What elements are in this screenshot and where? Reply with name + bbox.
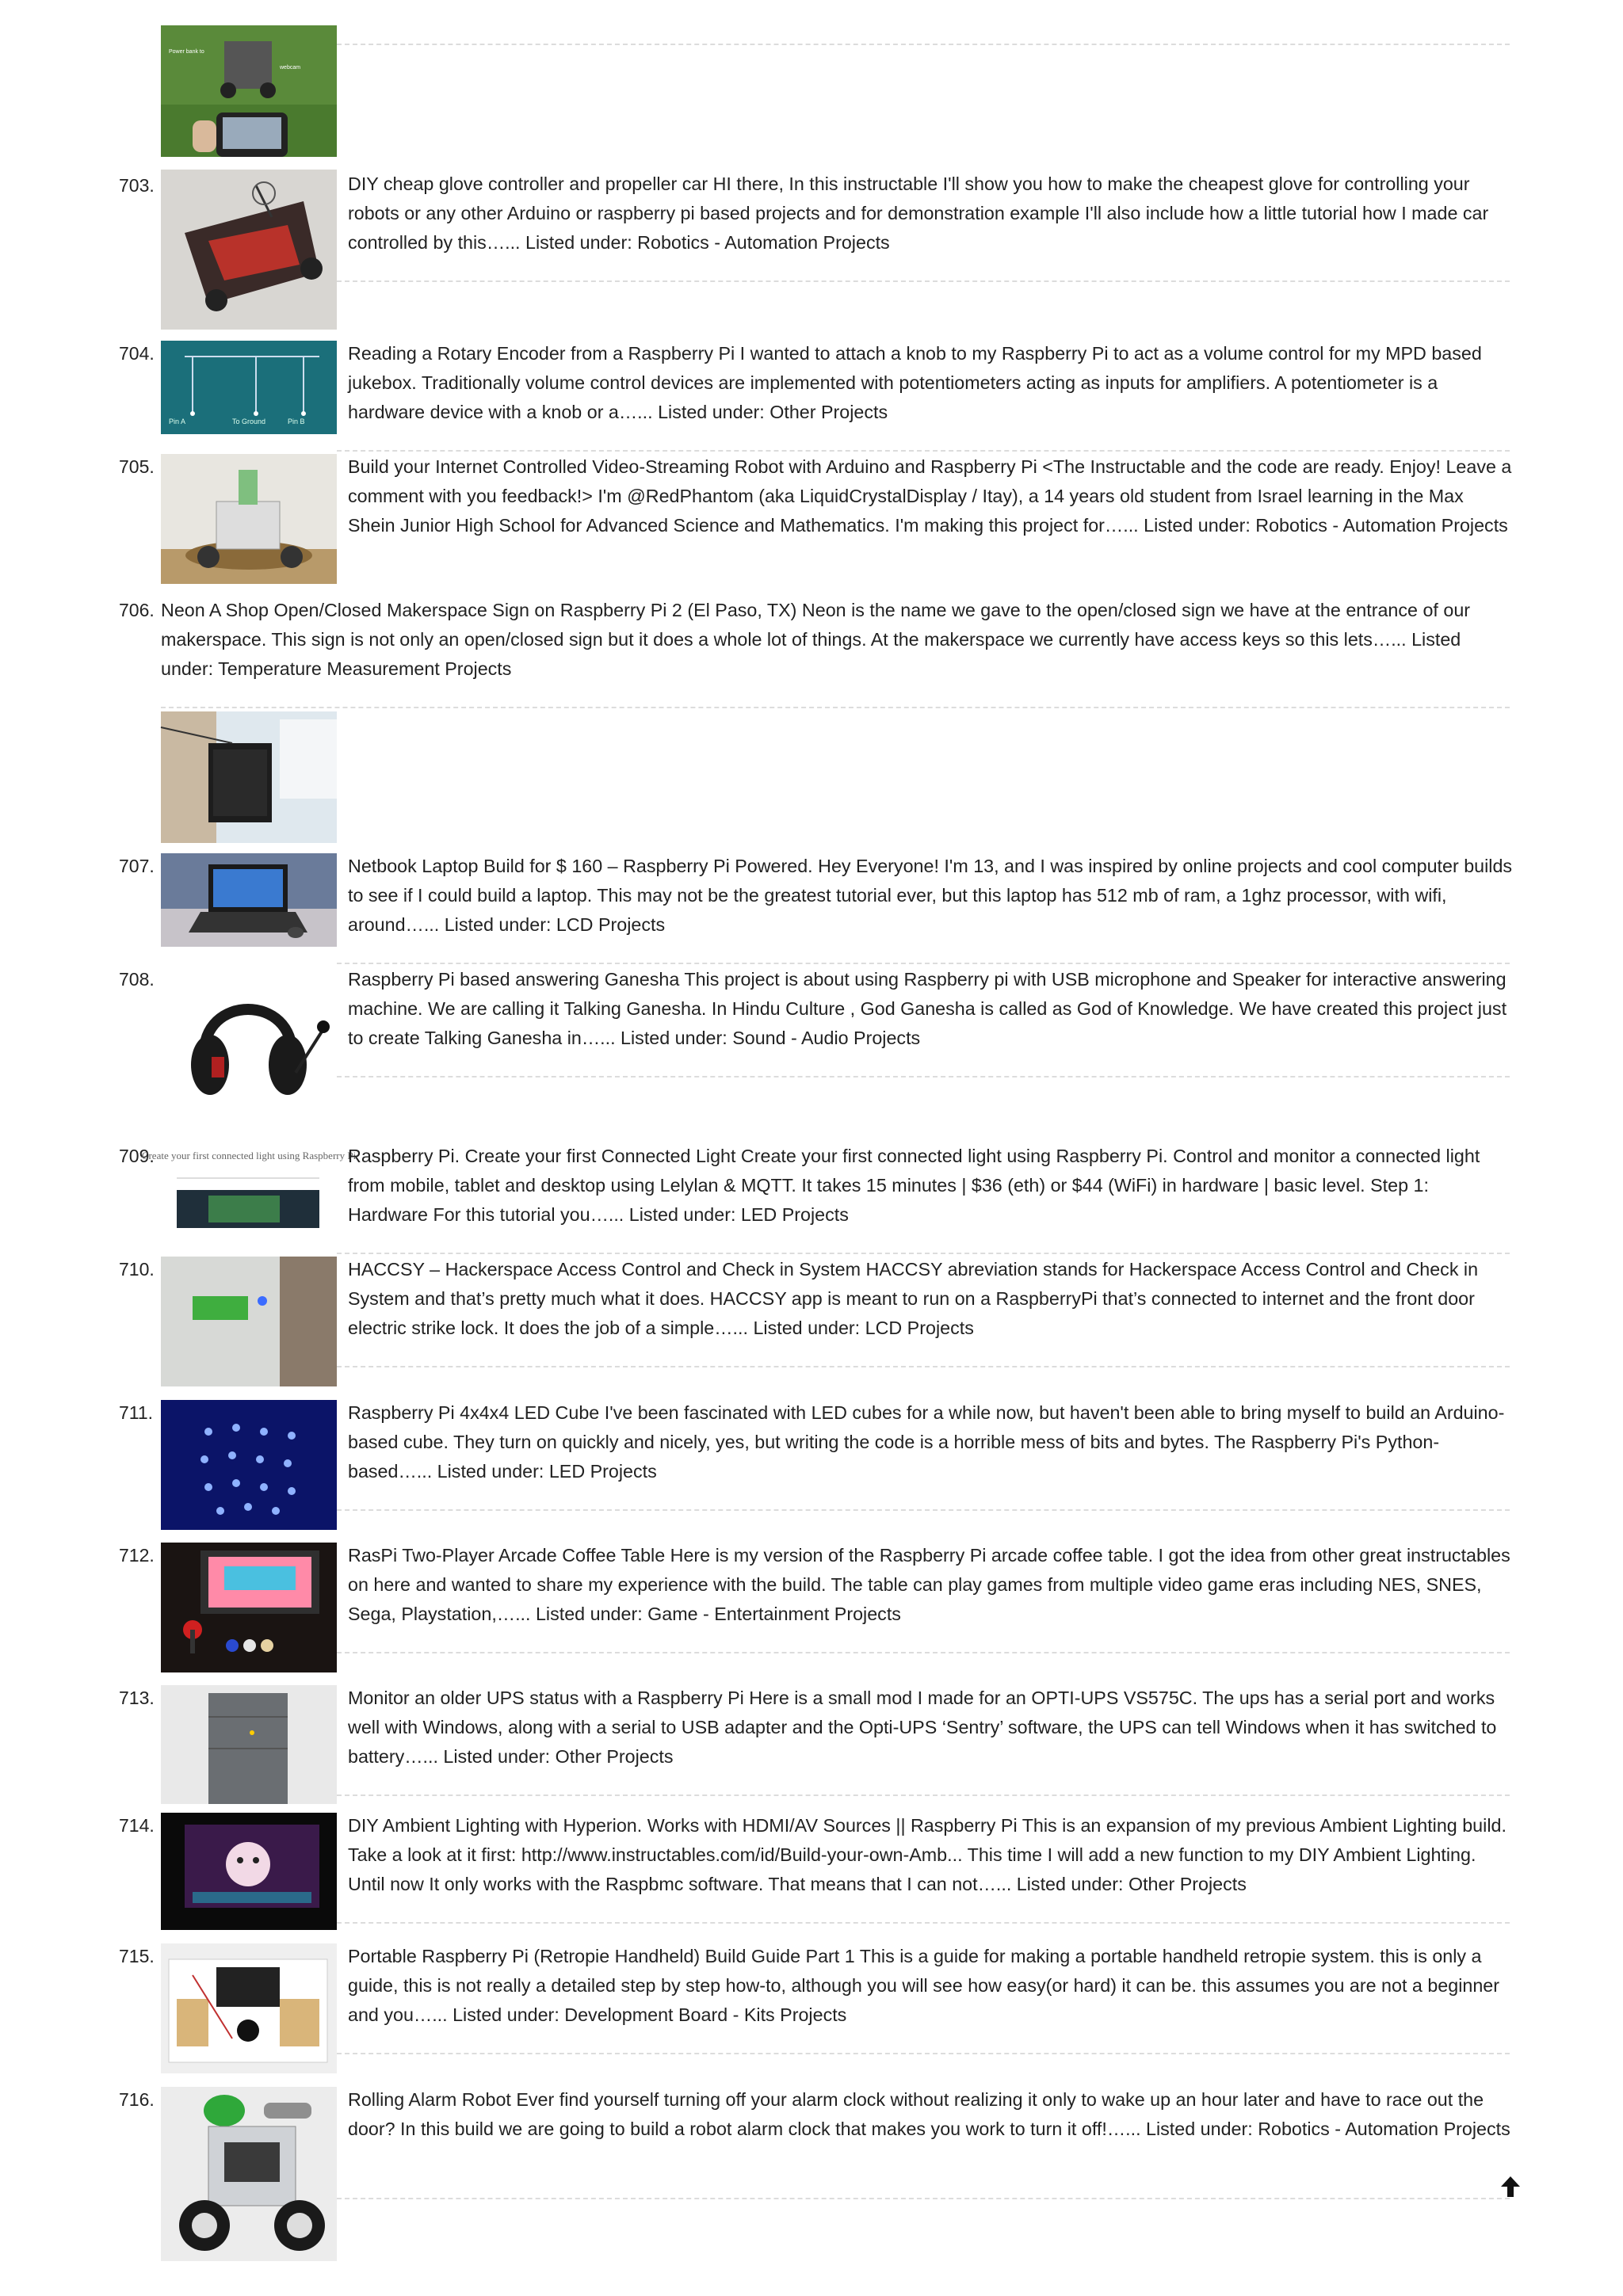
separator <box>337 963 1510 964</box>
item-number: 713. <box>119 1688 155 1708</box>
separator <box>337 1366 1510 1367</box>
item-description: RasPi Two-Player Arcade Coffee Table Here is my version of the Raspberry Pi arcade coffee table. I got the idea from other great instructables on here and wanted to share my experience with the build. The table can play games from multiple video game eras including NES, SNES, Sega, Playstation,…... Listed under: Game - Entertainment Projects <box>348 1545 1510 1624</box>
thumbnail-image[interactable] <box>161 1943 337 2073</box>
separator <box>337 1509 1510 1511</box>
separator <box>337 2053 1510 2054</box>
item-description: Monitor an older UPS status with a Raspberry Pi Here is a small mod I made for an OPTI-UPS VS575C. The ups has a serial port and works well with Windows, along with a serial to USB adapter and the Opti-UPS ‘Sentry’ software, the UPS can tell Windows when it has switched to battery…... Listed under: Other Projects <box>348 1688 1497 1767</box>
separator <box>337 1794 1510 1796</box>
thumbnail-image[interactable] <box>161 1685 337 1804</box>
thumbnail-image[interactable] <box>141 1146 357 1230</box>
thumbnail-image[interactable] <box>161 170 337 330</box>
svg-text:Pin B: Pin B <box>288 418 305 425</box>
item-description: Netbook Laptop Build for $ 160 – Raspberry Pi Powered. Hey Everyone! I'm 13, and I was inspired by online projects and cool computer builds to see if I could build a laptop. This may not be the greatest tutorial ever, but this laptop has 512 mb of ram, a 1ghz processor, with wifi, around…... Listed under: LCD Projects <box>348 856 1513 935</box>
thumbnail-image[interactable] <box>161 2087 337 2261</box>
thumbnail-image[interactable] <box>161 1543 337 1672</box>
item-description: Build your Internet Controlled Video-Streaming Robot with Arduino and Raspberry Pi <The Instructable and the code are ready. Enjoy! Leave a comment with you feedback!> I'm @RedPhantom (aka LiquidCrystalDisplay / Itay), a 14 years old student from Israel learning in the Max Shein Junior High School for Advanced Science and Mathematics. I'm making this project for…... Listed under: Robotics - Automation Projects <box>348 456 1512 536</box>
separator <box>337 280 1510 282</box>
thumbnail-image[interactable] <box>161 970 337 1120</box>
thumbnail-image[interactable] <box>161 454 337 584</box>
item-description: Rolling Alarm Robot Ever find yourself turning off your alarm clock without realizing it only to wake up an hour later and have to race out the door? In this build we are going to build a robot alarm clock that makes you work to turn it off!…... Listed under: Robotics - Automation Projects <box>348 2089 1510 2139</box>
separator <box>337 1076 1510 1077</box>
item-description: Portable Raspberry Pi (Retropie Handheld) Build Guide Part 1 This is a guide for making a portable handheld retropie system. this is only a guide, this is not really a detailed step by step how-to, although you will see how easy(or hard) it can be. this assumes you are not a beginner and you…... Listed under: Development Board - Kits Projects <box>348 1946 1499 2025</box>
item-description: Raspberry Pi. Create your first Connected Light Create your first connected light using Raspberry Pi. Control and monitor a connected light from mobile, tablet and desktop using Lelylan & MQTT. It takes 15 minutes | $36 (eth) or $44 (WiFi) in hardware | basic level. Step 1: Hardware For this tutorial you…... Listed under: LED Projects <box>348 1146 1480 1225</box>
item-number: 716. <box>119 2089 155 2110</box>
item-number: 709. <box>119 1146 155 1166</box>
svg-text:Pin A: Pin A <box>169 418 186 425</box>
item-number: 703. <box>119 175 155 196</box>
item-number: 705. <box>119 456 155 477</box>
separator <box>337 44 1510 45</box>
separator <box>337 1652 1510 1653</box>
item-number: 704. <box>119 343 155 364</box>
item-number: 708. <box>119 969 155 990</box>
item-number: 715. <box>119 1946 155 1966</box>
thumbnail-image[interactable] <box>161 853 337 947</box>
thumbnail-image[interactable] <box>161 1813 337 1930</box>
svg-text:webcam: webcam <box>280 65 301 71</box>
separator <box>161 707 1510 708</box>
item-number: 706. <box>119 600 155 620</box>
thumbnail-image[interactable] <box>161 341 337 434</box>
item-number: 711. <box>119 1402 154 1423</box>
item-description: Raspberry Pi based answering Ganesha This project is about using Raspberry pi with USB microphone and Speaker for interactive answering machine. We are calling it Talking Ganesha. In Hindu Culture , God Ganesha is called as God of Knowledge. We have created this project just to create Talking Ganesha in…... Listed under: Sound - Audio Projects <box>348 969 1507 1048</box>
thumbnail-image[interactable] <box>161 25 337 157</box>
item-description: Raspberry Pi 4x4x4 LED Cube I've been fascinated with LED cubes for a while now, but haven't been able to bring myself to build an Arduino-based cube. They turn on quickly and nicely, yes, but writing the code is a horrible mess of bits and bytes. The Raspberry Pi's Python-based…... Listed under: LED Projects <box>348 1402 1505 1482</box>
separator <box>337 450 1510 452</box>
item-description: DIY cheap glove controller and propeller car HI there, In this instructable I'll show you how to make the cheapest glove for controlling your robots or any other Arduino or raspberry pi based projects and for demonstration example I'll also include how a little tutorial how I made car controlled by this…... Listed under: Robotics - Automation Projects <box>348 174 1489 253</box>
thumbnail-image[interactable] <box>161 1400 337 1530</box>
svg-text:To Ground: To Ground <box>232 418 266 425</box>
item-number: 707. <box>119 856 155 876</box>
arrow-up-icon[interactable] <box>1500 2175 1521 2199</box>
item-description: HACCSY – Hackerspace Access Control and Check in System HACCSY abreviation stands for Hackerspace Access Control and Check in System and that’s pretty much what it does. HACCSY app is meant to run on a RaspberryPi that’s connected to internet and the front door electric strike lock. It does the job of a simple…... Listed under: LCD Projects <box>348 1259 1479 1338</box>
separator <box>337 1922 1510 1924</box>
item-description: DIY Ambient Lighting with Hyperion. Works with HDMI/AV Sources || Raspberry Pi This is an expansion of my previous Ambient Lighting build. Take a look at it first: http://www.instructables.com/id/Build-your-own-Amb... This time I will add a new function to my DIY Ambient Lighting. Until now It only works with the Raspbmc software. That means that I can not…... Listed under: Other Projects <box>348 1815 1507 1894</box>
item-number: 712. <box>119 1545 155 1566</box>
separator <box>337 2198 1510 2199</box>
thumbnail-title: Create your first connected light using Raspberry Pi <box>141 1150 357 1161</box>
thumbnail-image[interactable] <box>161 711 337 843</box>
item-number: 710. <box>119 1259 155 1280</box>
item-description: Neon A Shop Open/Closed Makerspace Sign on Raspberry Pi 2 (El Paso, TX) Neon is the name we gave to the open/closed sign we have at the entrance of our makerspace. This sign is not only an open/closed sign but it does a whole lot of things. At the makerspace we currently have access keys so this lets…... Listed under: Temperature Measurement Projects <box>161 600 1471 679</box>
separator <box>337 1253 1510 1254</box>
svg-text:Power bank to: Power bank to <box>169 49 204 55</box>
item-description: Reading a Rotary Encoder from a Raspberry Pi I wanted to attach a knob to my Raspberry Pi to act as a volume control for my MPD based jukebox. Traditionally volume control devices are implemented with potentiometers acting as inputs for amplifiers. A potentiometer is a hardware device with a knob or a…... Listed under: Other Projects <box>348 343 1482 422</box>
item-number: 714. <box>119 1815 155 1836</box>
thumbnail-image[interactable] <box>161 1257 337 1386</box>
